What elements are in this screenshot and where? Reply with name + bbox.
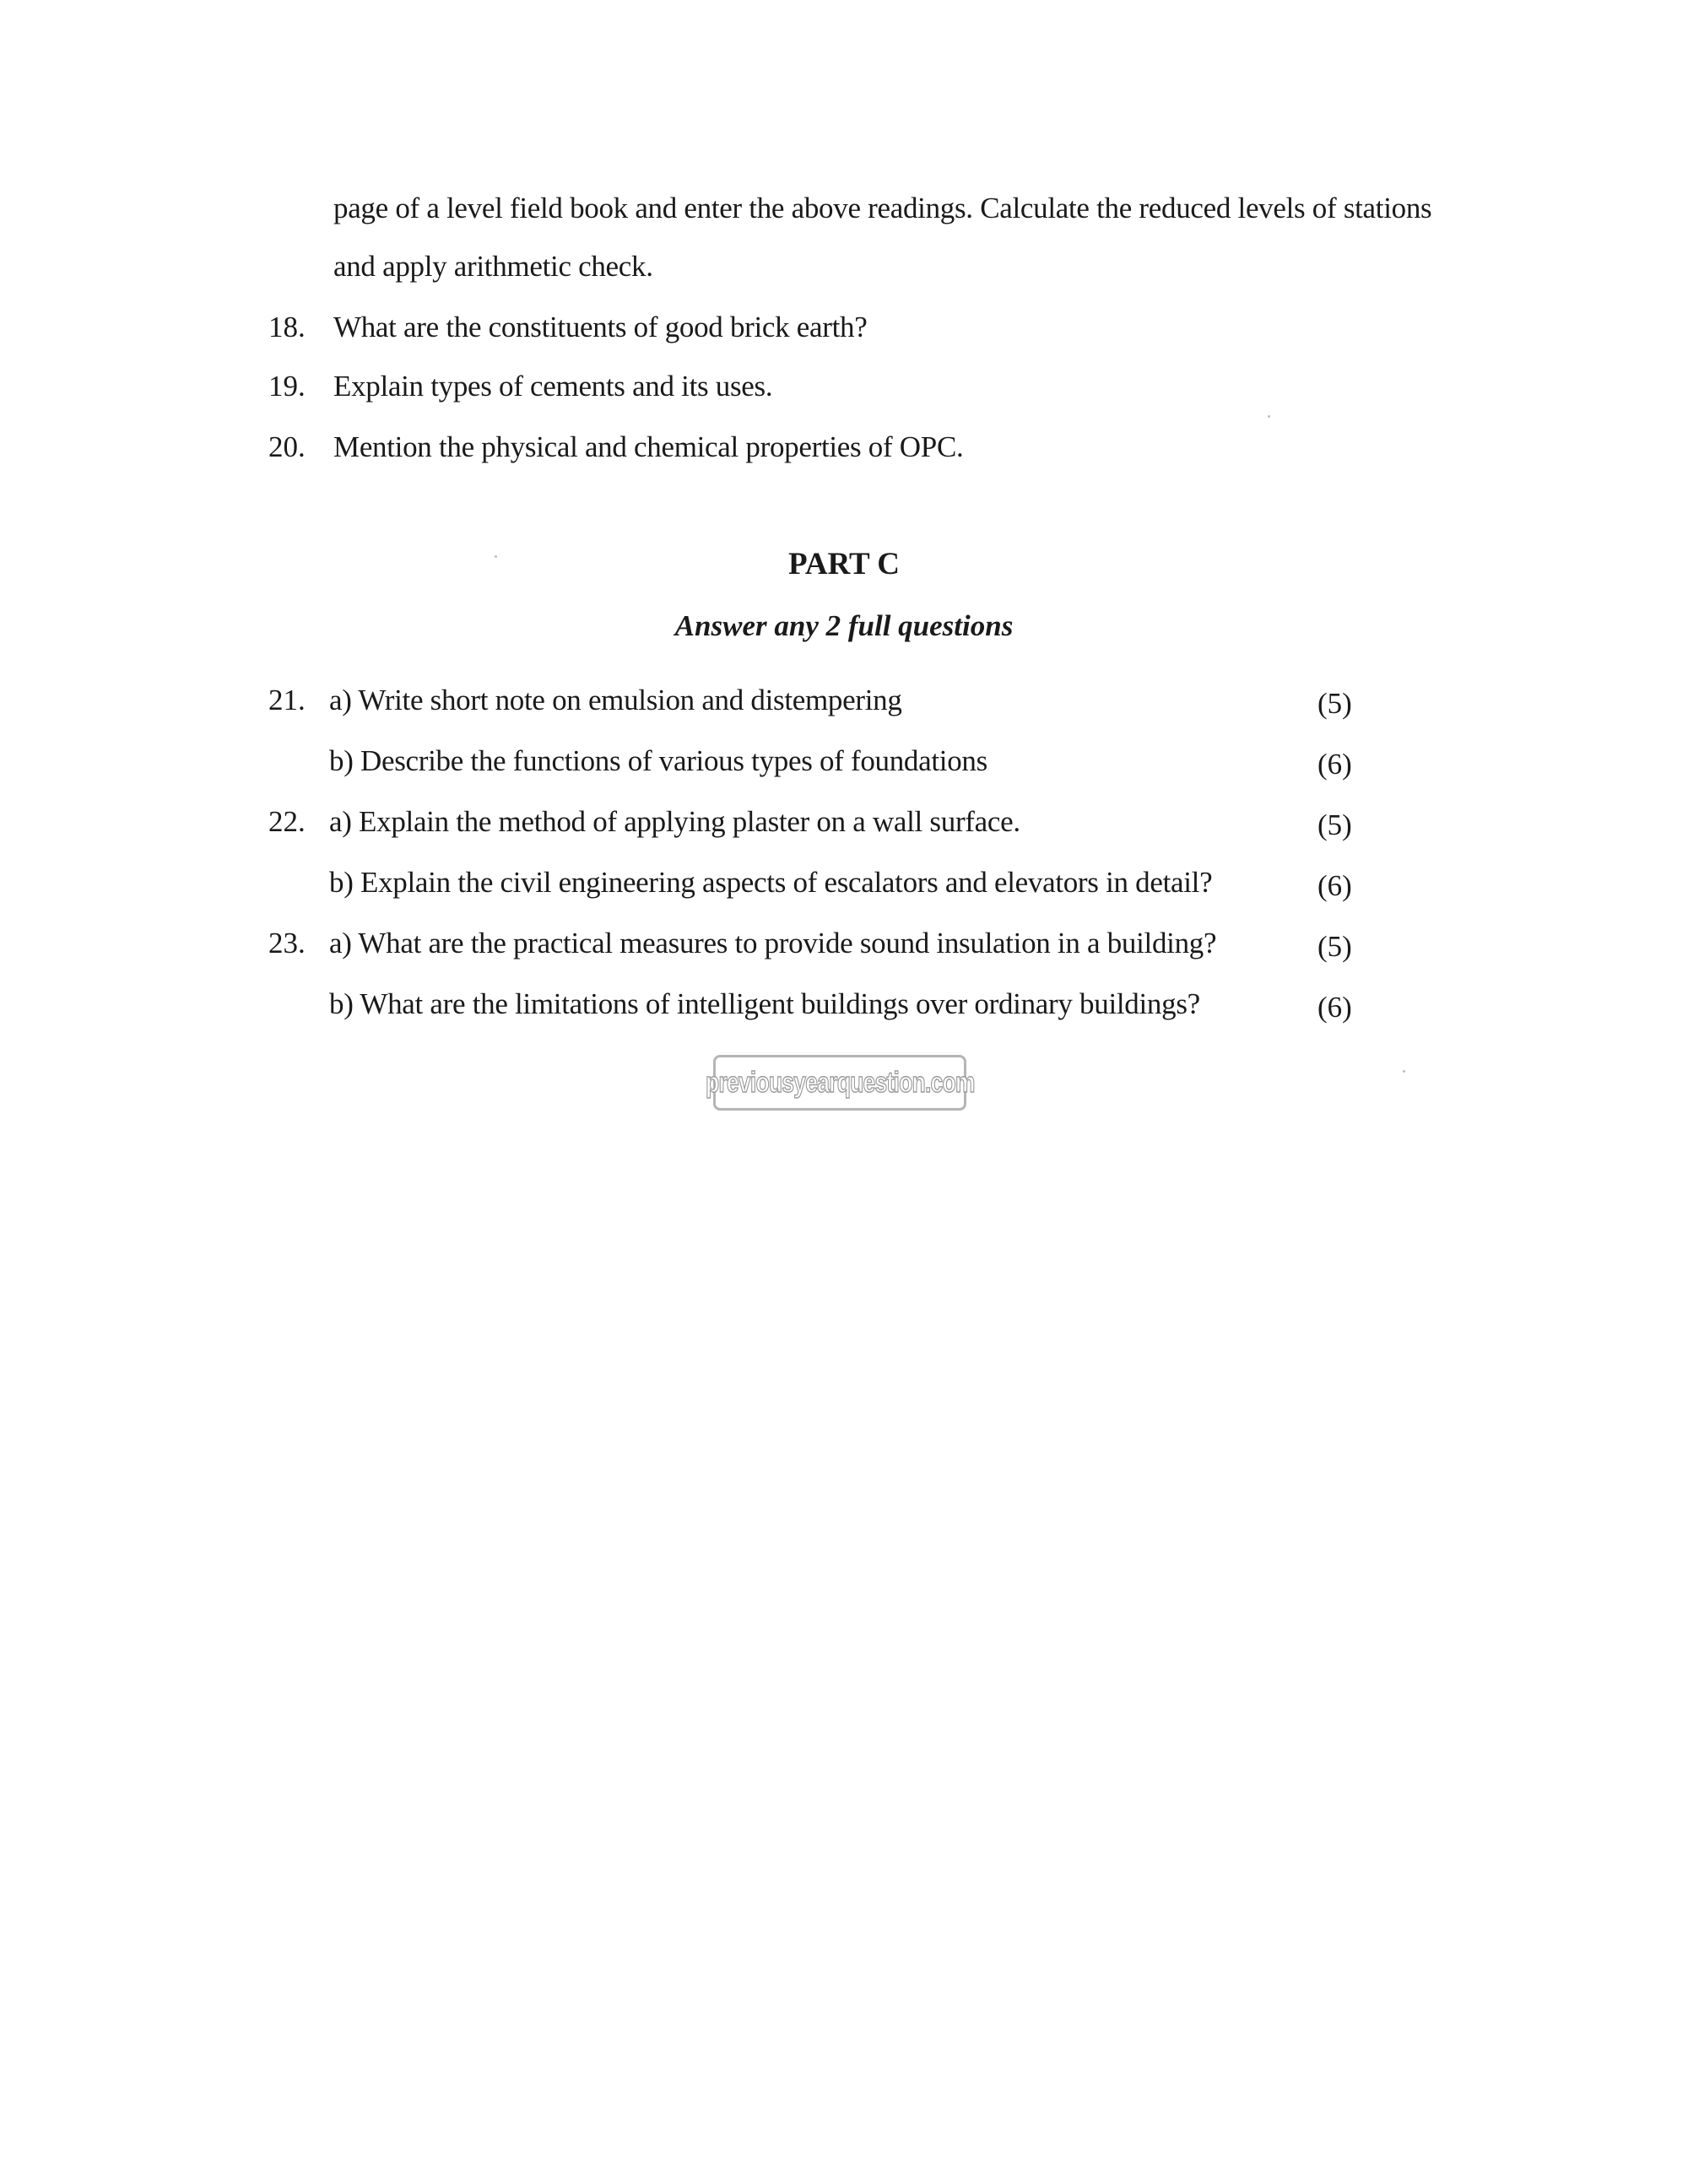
question-part-text: b) Explain the civil engineering aspects of escalators and elevators in detail? — [329, 866, 1213, 899]
question-text: Explain types of cements and its uses. — [333, 370, 773, 403]
scan-speck — [1268, 415, 1270, 418]
question-number: 22. — [268, 805, 306, 838]
question-part-text: b) What are the limitations of intelligent buildings over ordinary buildings? — [329, 987, 1200, 1020]
continuation-line-1: page of a level field book and enter the above readings. Calculate the reduced levels of stations — [333, 192, 1432, 224]
question-marks: (5) — [1317, 687, 1352, 720]
question-number: 19. — [268, 370, 306, 403]
section-instruction: Answer any 2 full questions — [674, 609, 1014, 642]
question-marks: (5) — [1317, 930, 1352, 963]
question-text: What are the constituents of good brick earth? — [333, 311, 868, 343]
scan-speck — [1403, 1070, 1405, 1073]
question-part-text: a) Explain the method of applying plaster on a wall surface. — [329, 805, 1020, 838]
question-marks: (6) — [1317, 991, 1352, 1024]
question-marks: (6) — [1317, 748, 1352, 781]
watermark-text: previousyearquestion.com — [705, 1066, 975, 1099]
watermark-logo — [705, 1055, 975, 1111]
question-number: 21. — [268, 684, 306, 716]
section-heading: PART C — [788, 547, 900, 581]
question-marks: (6) — [1317, 869, 1352, 902]
continuation-line-2: and apply arithmetic check. — [333, 250, 653, 283]
question-number: 18. — [268, 311, 306, 343]
question-number: 20. — [268, 430, 306, 463]
question-text: Mention the physical and chemical properties of OPC. — [333, 430, 964, 463]
question-part-text: b) Describe the functions of various types of foundations — [329, 744, 987, 777]
question-number: 23. — [268, 927, 306, 960]
scan-speck — [495, 555, 497, 558]
question-part-text: a) What are the practical measures to provide sound insulation in a building? — [329, 927, 1217, 960]
question-part-text: a) Write short note on emulsion and distempering — [329, 684, 902, 716]
question-marks: (5) — [1317, 808, 1352, 841]
